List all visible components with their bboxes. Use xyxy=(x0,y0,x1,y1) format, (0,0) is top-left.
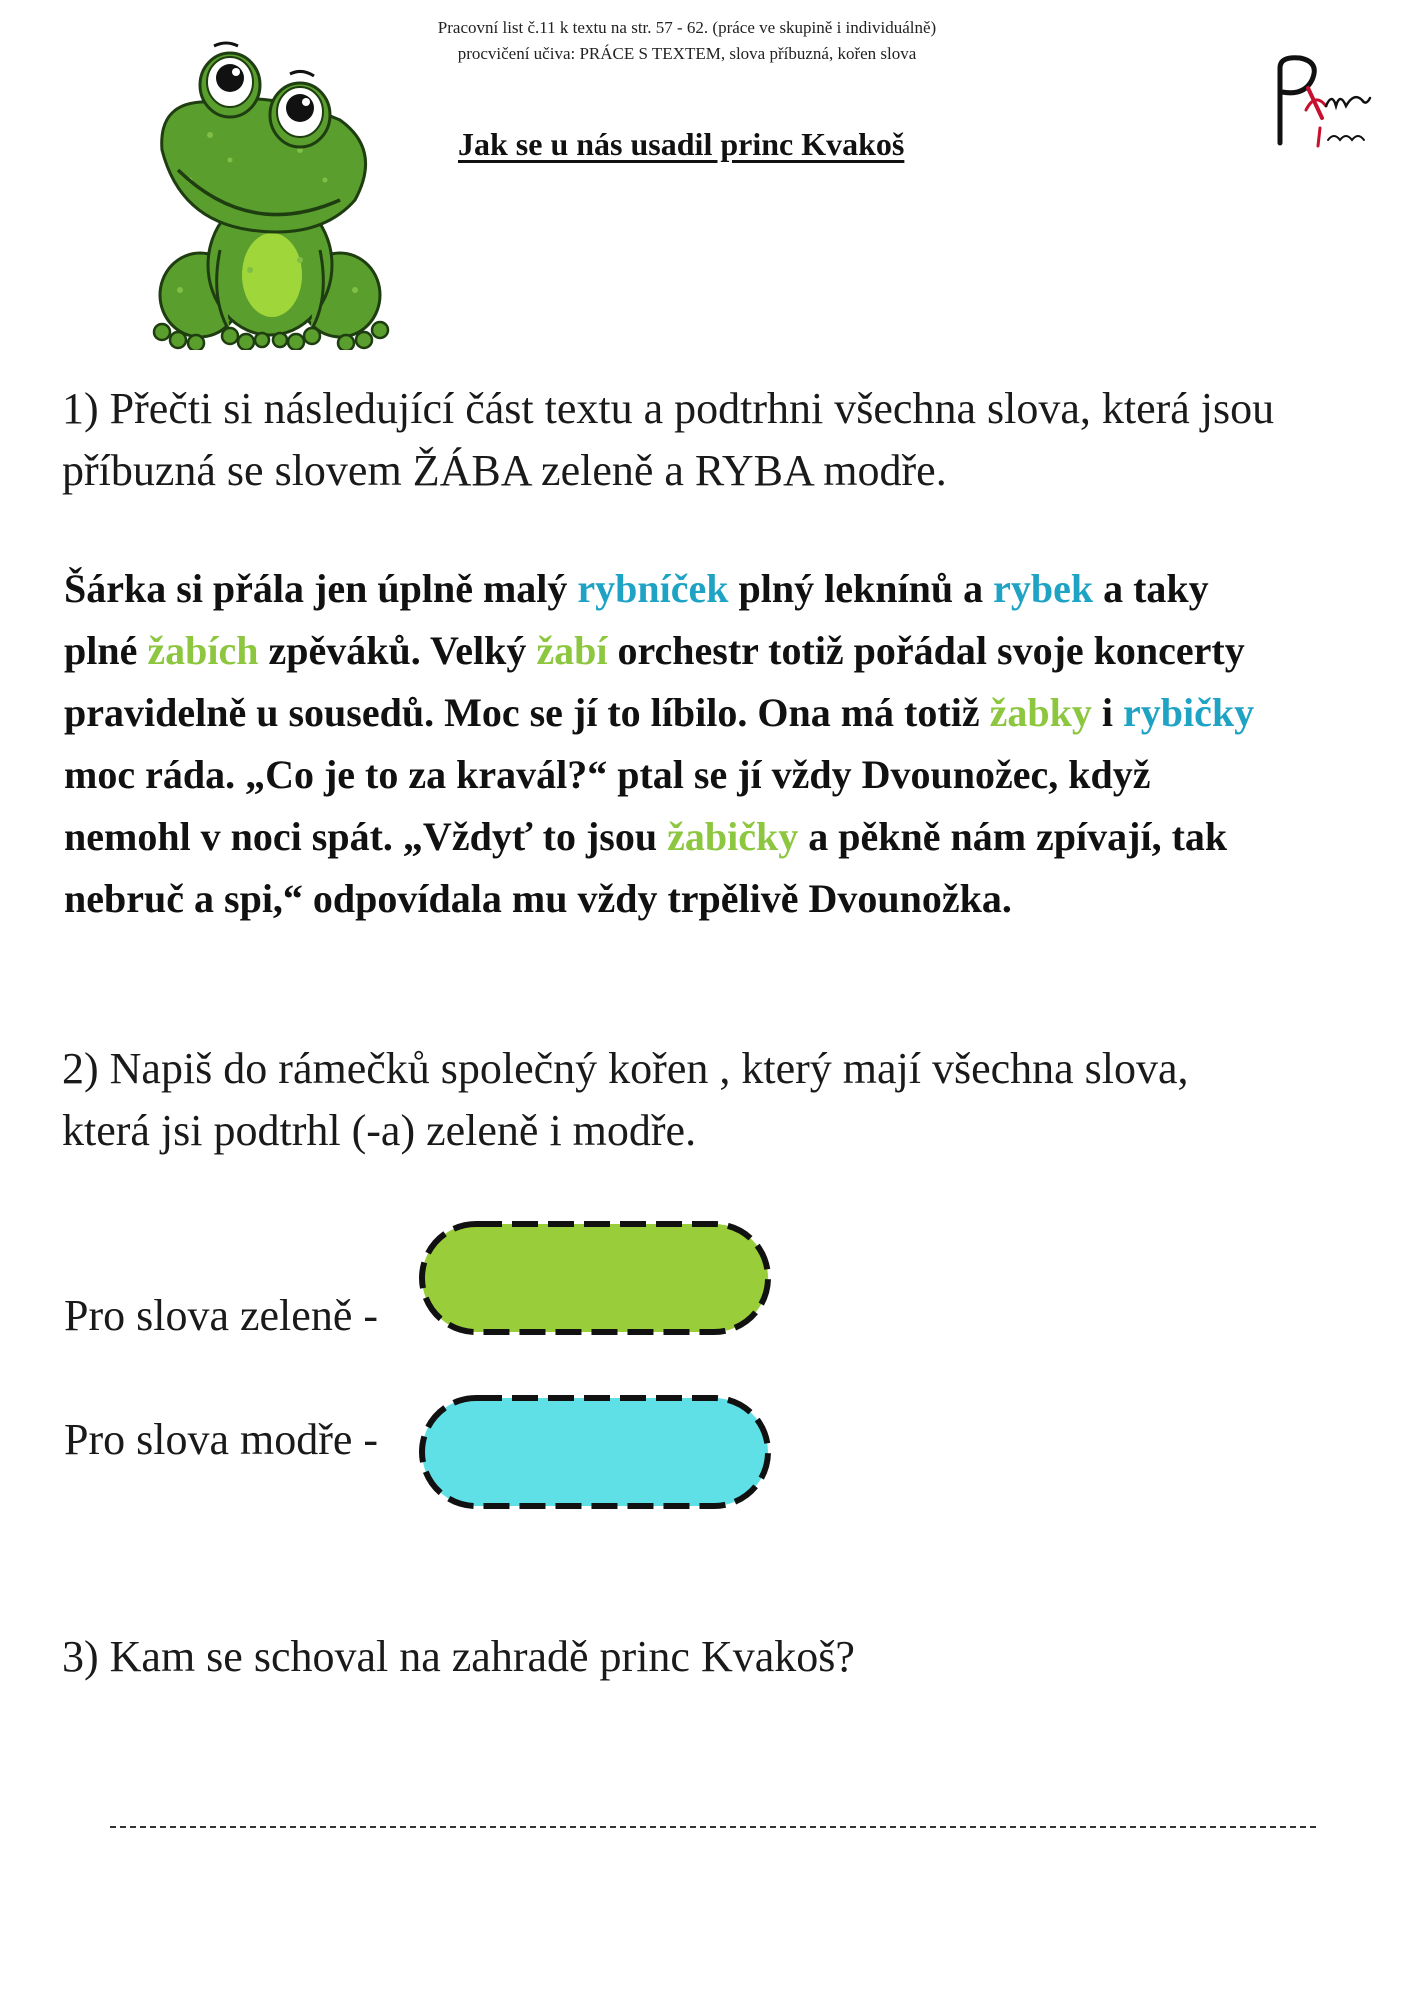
passage-text: orchestr totiž pořádal svoje koncerty xyxy=(607,628,1245,673)
worksheet-header-line-1: Pracovní list č.11 k textu na str. 57 - 62. (práce ve skupině i individuálně) xyxy=(437,18,937,37)
prima-uca-logo xyxy=(1270,48,1380,158)
green-words-label: Pro slova zeleně - xyxy=(64,1291,378,1340)
worksheet-title: Jak se u nás usadil princ Kvakoš xyxy=(458,126,905,162)
fish-related-word: rybek xyxy=(993,566,1094,611)
fish-related-word: rybičky xyxy=(1122,690,1255,735)
passage-text: Šárka si přála jen úplně malý xyxy=(64,566,578,611)
task-2-line-2: která jsi podtrhl (-a) zeleně i modře. xyxy=(62,1106,697,1155)
passage-line-6: nebruč a spi,“ odpovídala mu vždy trpělivě Dvounožka. xyxy=(64,876,1012,921)
answer-line[interactable] xyxy=(110,1826,1316,1828)
frog-related-word: žabky xyxy=(989,690,1092,735)
passage-text: a pěkně nám zpívají, tak xyxy=(798,814,1228,859)
green-root-answer-box[interactable] xyxy=(418,1220,772,1336)
passage-text: plný leknínů a xyxy=(728,566,994,611)
passage-text: pravidelně u sousedů. Moc se jí to líbilo. Ona má totiž xyxy=(64,690,990,735)
blue-root-answer-box[interactable] xyxy=(418,1394,772,1510)
worksheet-header-line-2: procvičení učiva: PRÁCE S TEXTEM, slova příbuzná, kořen slova xyxy=(457,44,917,63)
reading-passage xyxy=(64,558,1394,930)
passage-line-1 xyxy=(64,558,1394,620)
passage-text: nemohl v noci spát. „Vždyť to jsou xyxy=(64,814,668,859)
passage-text: a taky xyxy=(1093,566,1209,611)
blue-words-label: Pro slova modře - xyxy=(64,1415,379,1464)
passage-line-2 xyxy=(64,620,1394,682)
task-2-instruction xyxy=(62,1038,1392,1162)
passage-text: plné xyxy=(64,628,148,673)
fish-related-word: rybníček xyxy=(577,566,729,611)
passage-text: i xyxy=(1091,690,1123,735)
task-1-line-2: příbuzná se slovem ŽÁBA zeleně a RYBA modře. xyxy=(62,446,947,495)
task-1-line-1: 1) Přečti si následující část textu a podtrhni všechna slova, která jsou xyxy=(62,384,1275,433)
task-1-instruction xyxy=(62,378,1392,502)
passage-line-3 xyxy=(64,682,1394,744)
frog-related-word: žabí xyxy=(536,628,608,673)
frog-related-word: žabích xyxy=(147,628,259,673)
passage-line-5 xyxy=(64,806,1394,868)
task-2-line-1: 2) Napiš do rámečků společný kořen , který mají všechna slova, xyxy=(62,1044,1189,1093)
task-3-question: 3) Kam se schoval na zahradě princ Kvakoš? xyxy=(62,1632,855,1681)
frog-illustration xyxy=(150,40,390,350)
passage-line-4: moc ráda. „Co je to za kravál?“ ptal se jí vždy Dvounožec, když xyxy=(64,752,1151,797)
frog-related-word: žabičky xyxy=(667,814,799,859)
passage-text: zpěváků. Velký xyxy=(258,628,537,673)
